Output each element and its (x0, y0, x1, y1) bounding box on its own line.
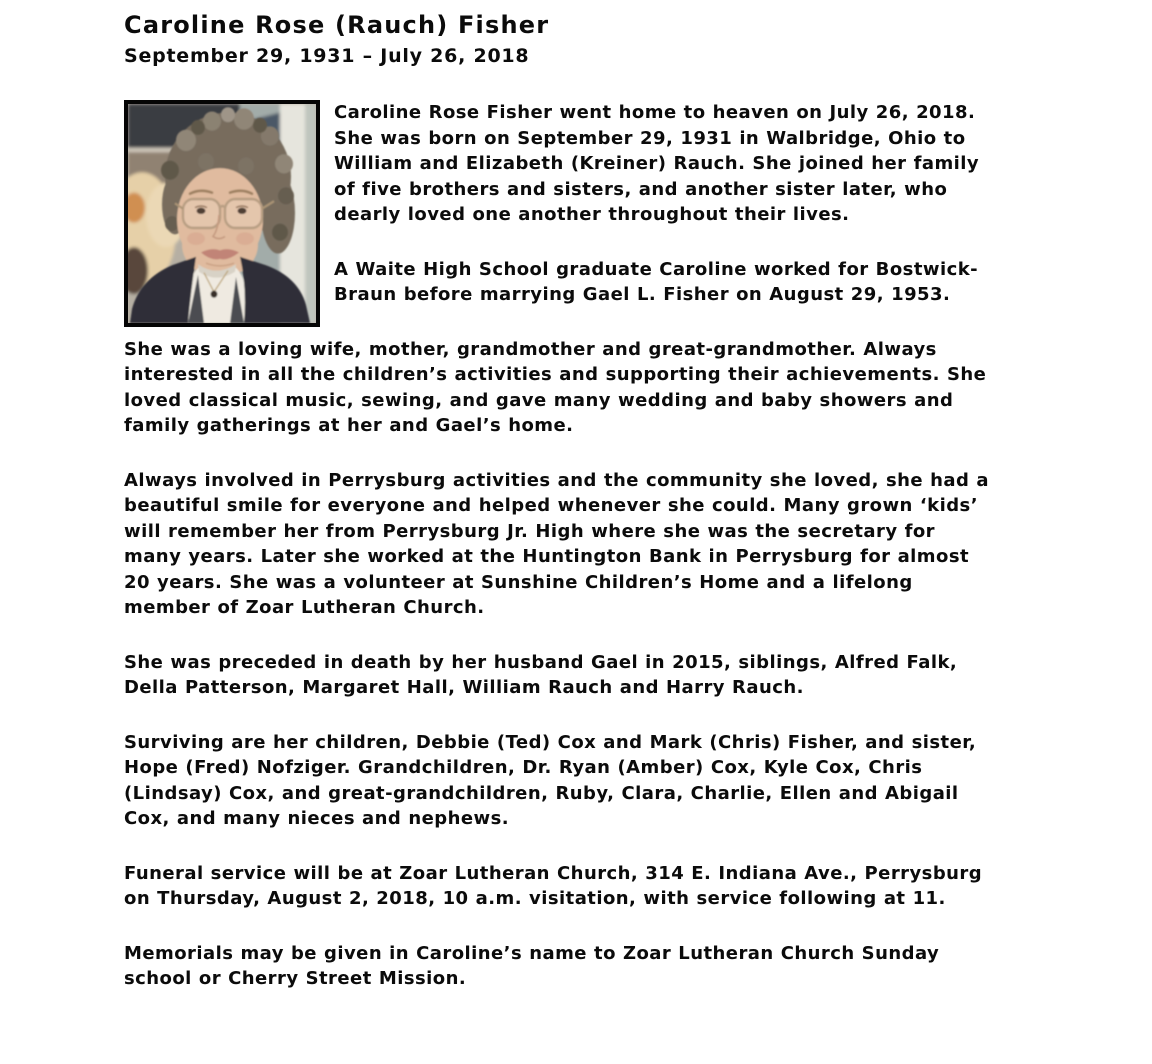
obituary-body (124, 100, 990, 992)
obituary-paragraph-1: Caroline Rose Fisher went home to heaven on July 26, 2018. She was born on September 29, 1931 in Walbridge, Ohio to William and Elizabeth (Kreiner) Rauch. She joined her family of five brothers and sisters, and another sister later, who dearly loved one another throughout their lives. (334, 102, 980, 225)
portrait-photo-illustration (128, 104, 316, 323)
obituary-paragraph-3: She was a loving wife, mother, grandmother and great-grandmother. Always interested in all the children’s activities and supporting their achievements. She loved classical music, sewing, and gave many wedding and baby showers and family gatherings at her and Gael’s home. (124, 338, 987, 436)
obituary-paragraph-7: Funeral service will be at Zoar Lutheran Church, 314 E. Indiana Ave., Perrysburg on Thursday, August 2, 2018, 10 a.m. visitation, with service following at 11. (124, 862, 983, 909)
obituary-paragraph-4: Always involved in Perrysburg activities and the community she loved, she had a beautiful smile for everyone and helped whenever she could. Many grown ‘kids’ will remember her from Perrysburg Jr. High where she was the secretary for many years. Later she worked at the Huntington Bank in Perrysburg for almost 20 years. She was a volunteer at Sunshine Children’s Home and a lifelong member of Zoar Lutheran Church. (124, 469, 989, 618)
obituary-paragraph-2: A Waite High School graduate Caroline worked for Bostwick-Braun before marrying Gael L. Fisher on August 29, 1953. (334, 258, 979, 305)
portrait-photo (124, 100, 320, 327)
obituary-paragraph-6: Surviving are her children, Debbie (Ted) Cox and Mark (Chris) Fisher, and sister, Hope (Fred) Nofziger. Grandchildren, Dr. Ryan (Amber) Cox, Kyle Cox, Chris (Lindsay) Cox, and great-grandchildren, Ruby, Clara, Charlie, Ellen and Abigail Cox, and many nieces and nephews. (124, 731, 977, 829)
page-title: Caroline Rose (Rauch) Fisher (124, 11, 550, 39)
obituary-paragraph-5: She was preceded in death by her husband Gael in 2015, siblings, Alfred Falk, Della Patterson, Margaret Hall, William Rauch and Harry Rauch. (124, 651, 958, 698)
life-dates: September 29, 1931 – July 26, 2018 (124, 45, 530, 67)
obituary-paragraph-8: Memorials may be given in Caroline’s name to Zoar Lutheran Church Sunday school or Cherry Street Mission. (124, 942, 940, 989)
